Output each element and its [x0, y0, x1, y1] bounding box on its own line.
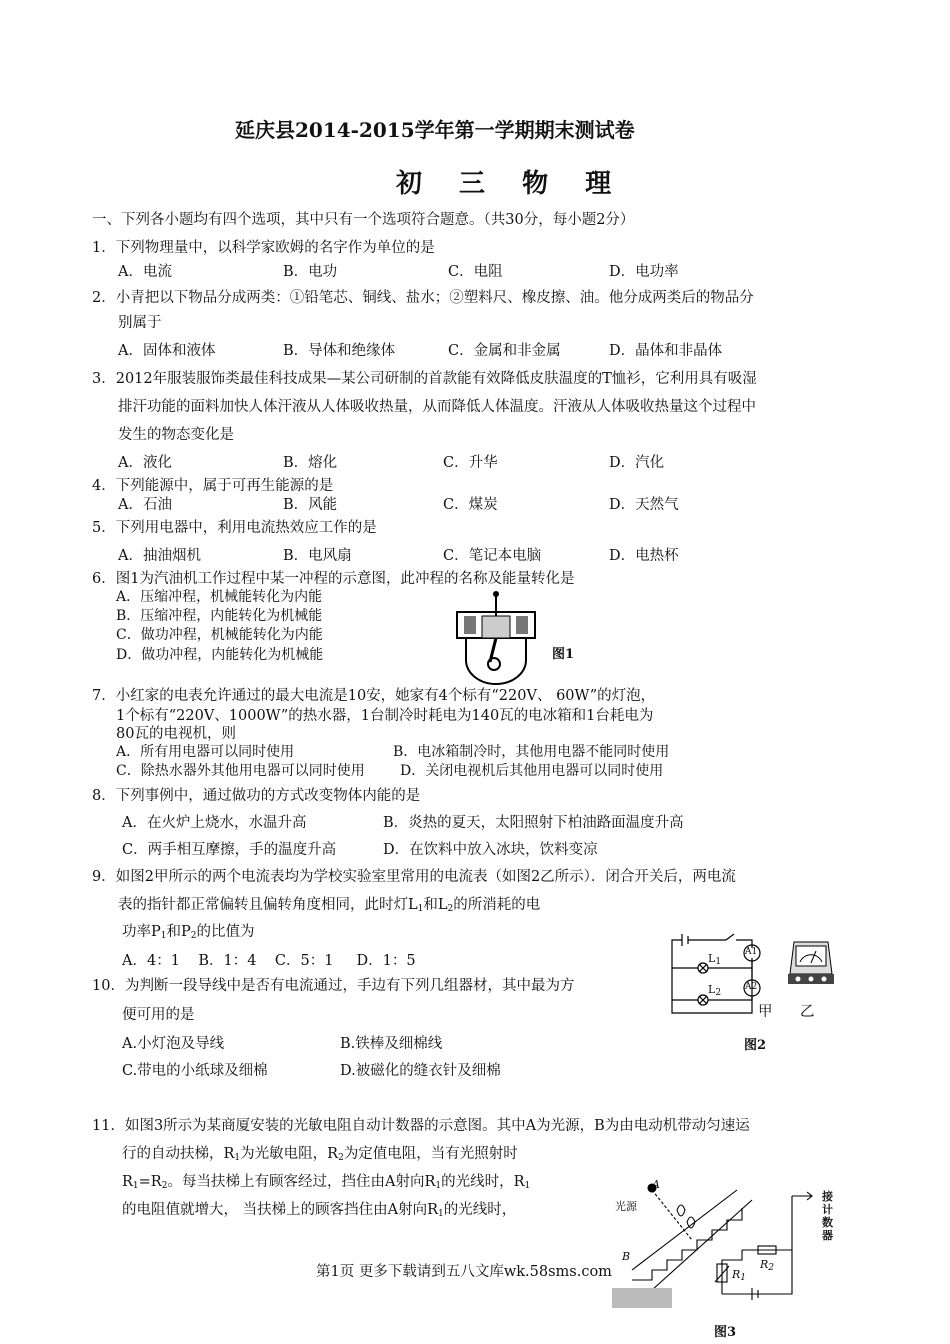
option: A．液化 [118, 455, 172, 471]
question-stem: 11．如图3所示为某商厦安装的光敏电阻自动计数器的示意图。其中A为光源，B为由电动机带动匀速运 [92, 1118, 750, 1134]
option: C．除热水器外其他用电器可以同时使用 [116, 763, 365, 779]
question-stem: 3．2012年服装服饰类最佳科技成果—某公司研制的首款能有效降低皮肤温度的T恤衫，它利用具有吸湿 [92, 371, 757, 387]
option: A．4：1 B．1：4 C．5：1 D．1：5 [122, 953, 416, 969]
counter-label: 接 计 数 器 [822, 1190, 833, 1242]
figure-label: 甲 [758, 1004, 773, 1020]
figure-caption: 图2 [744, 1038, 767, 1053]
option: D．晶体和非晶体 [609, 343, 723, 359]
figure-label: A [652, 1178, 660, 1191]
option: D．天然气 [609, 497, 679, 513]
option: B．电风扇 [283, 548, 352, 564]
option: D．在饮料中放入冰块，饮料变凉 [383, 842, 598, 858]
option: C．煤炭 [443, 497, 498, 513]
page-footer: 第1页 更多下载请到五八文库wk.58sms.com [316, 1264, 612, 1280]
option: D．汽化 [609, 455, 665, 471]
figure-label: B [622, 1250, 631, 1263]
question-stem: 10．为判断一段导线中是否有电流通过，手边有下列几组器材，其中最为方 [92, 978, 575, 994]
question-stem: 发生的物态变化是 [118, 427, 234, 443]
option: B．电冰箱制冷时，其他用电器不能同时使用 [393, 744, 670, 760]
option: C.带电的小纸球及细棉 [122, 1063, 268, 1079]
option: A．抽油烟机 [118, 548, 201, 564]
question-stem: 7．小红家的电表允许通过的最大电流是10安，她家有4个标有“220V、 60W”的灯泡， [92, 688, 656, 704]
figure-label: 乙 [800, 1004, 815, 1020]
question-stem: 5．下列用电器中，利用电流热效应工作的是 [92, 520, 377, 536]
option: B．电功 [283, 264, 338, 280]
option: B．熔化 [283, 455, 338, 471]
option: A．电流 [118, 264, 172, 280]
ammeter-label: A2 [745, 982, 758, 992]
question-stem: $R_1=R_2$。每当扶梯上有顾客经过，挡住由A射向$R_1$的光线时，$R_1$ [122, 1174, 531, 1191]
ammeter-label: A1 [745, 947, 758, 957]
option: D．做功冲程，内能转化为机械能 [116, 647, 324, 663]
page-subtitle: 初 三 物 理 [396, 169, 626, 199]
question-stem: 9．如图2甲所示的两个电流表均为学校实验室里常用的电流表（如图2乙所示）．闭合开关后，两电流 [92, 869, 736, 885]
question-stem: 表的指针都正常偏转且偏转角度相同，此时灯$L_1$和$L_2$的所消耗的电 [118, 897, 541, 914]
engine-figure [452, 588, 542, 688]
option: B．导体和绝缘体 [283, 343, 396, 359]
option: C．升华 [443, 455, 498, 471]
question-stem: 8．下列事例中，通过做功的方式改变物体内能的是 [92, 788, 421, 804]
question-stem: 1．下列物理量中，以科学家欧姆的名字作为单位的是 [92, 240, 435, 256]
option: B.铁棒及细棉线 [340, 1036, 443, 1052]
figure-caption: 图1 [552, 647, 575, 662]
option: C．金属和非金属 [448, 343, 561, 359]
lamp-label: $L_2$ [708, 983, 722, 998]
option: D.被磁化的缝衣针及细棉 [340, 1063, 501, 1079]
question-stem: 行的自动扶梯，$R_1$为光敏电阻，$R_2$为定值电阻，当有光照射时 [122, 1146, 518, 1163]
figure-label: $R_2$ [760, 1258, 775, 1273]
question-stem: 排汗功能的面料加快人体汗液从人体吸收热量，从而降低人体温度。汗液从人体吸收热量这个过程中 [118, 399, 756, 415]
option: D．电功率 [609, 264, 679, 280]
option: A．固体和液体 [118, 343, 216, 359]
question-stem: 别属于 [118, 315, 162, 331]
option: A．所有用电器可以同时使用 [116, 744, 295, 760]
figure-caption: 图3 [714, 1325, 737, 1340]
ammeter-figure [786, 938, 836, 990]
lamp-label: $L_1$ [708, 952, 722, 967]
option: B．压缩冲程，内能转化为机械能 [116, 608, 323, 624]
option: C．做功冲程，机械能转化为内能 [116, 627, 323, 643]
option: A．压缩冲程，机械能转化为内能 [116, 589, 323, 605]
question-stem: 1个标有“220V、1000W”的热水器，1台制冷时耗电为140瓦的电冰箱和1台耗电为 [116, 708, 654, 724]
question-stem: 2．小青把以下物品分成两类：①铅笔芯、铜线、盐水；②塑料尺、橡皮擦、油。他分成两类后的物品分 [92, 290, 754, 306]
question-stem: 的电阻值就增大， 当扶梯上的顾客挡住由A射向$R_1$的光线时， [122, 1202, 517, 1219]
option: C．笔记本电脑 [443, 548, 542, 564]
option: D．电热杯 [609, 548, 679, 564]
question-stem: 6．图1为汽油机工作过程中某一冲程的示意图，此冲程的名称及能量转化是 [92, 571, 575, 587]
escalator-figure [612, 1170, 832, 1316]
option: D．关闭电视机后其他用电器可以同时使用 [400, 763, 664, 779]
option: A．在火炉上烧水，水温升高 [122, 815, 307, 831]
figure-label: $R_1$ [732, 1268, 747, 1283]
figure-label: 光源 [615, 1200, 637, 1213]
page-title: 延庆县2014-2015学年第一学期期末测试卷 [235, 118, 635, 142]
question-stem: 便可用的是 [122, 1007, 195, 1023]
question-stem: 功率$P_1$和$P_2$的比值为 [122, 924, 255, 941]
section-heading: 一、下列各小题均有四个选项，其中只有一个选项符合题意。（共30分，每小题2分） [92, 212, 635, 228]
option: A.小灯泡及导线 [122, 1036, 225, 1052]
option: B．炎热的夏天，太阳照射下柏油路面温度升高 [383, 815, 684, 831]
option: C．电阻 [448, 264, 503, 280]
option: B．风能 [283, 497, 338, 513]
question-stem: 4．下列能源中，属于可再生能源的是 [92, 478, 334, 494]
option: C．两手相互摩擦，手的温度升高 [122, 842, 337, 858]
question-stem: 80瓦的电视机，则 [116, 726, 236, 742]
option: A．石油 [118, 497, 172, 513]
